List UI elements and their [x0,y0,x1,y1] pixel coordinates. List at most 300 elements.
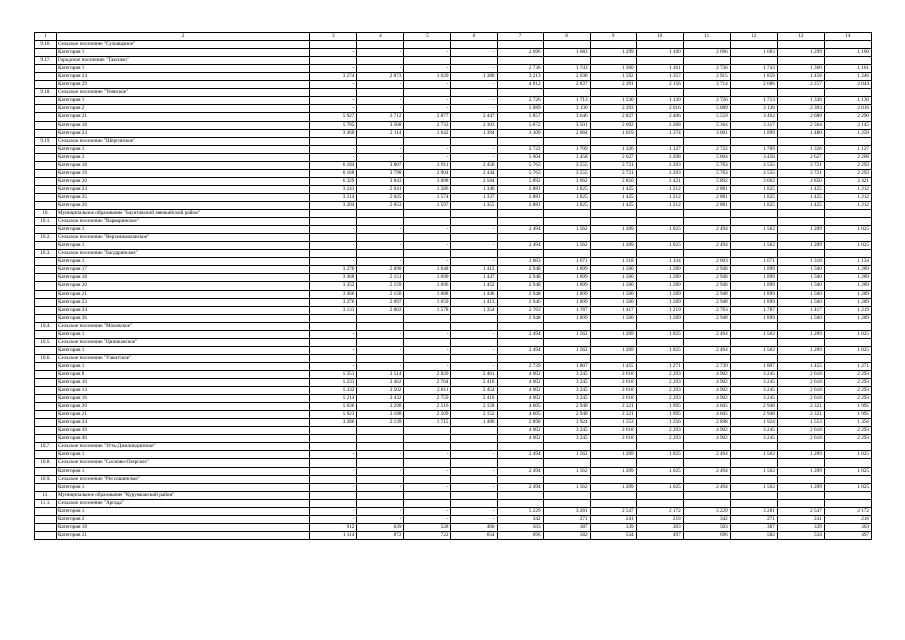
value-cell [730,57,777,65]
table-row [35,113,872,121]
value-cell: 1 271 [824,362,871,370]
row-number-cell [35,483,57,491]
value-cell: 3 213 [497,73,543,81]
value-cell [636,137,683,145]
value-cell [497,322,543,330]
value-cell: 2 172 [636,507,683,515]
row-number-cell: 11. [35,491,57,499]
value-cell: - [357,242,404,250]
value-cell [404,475,451,483]
row-number-cell [35,290,57,298]
row-number-cell: 10.3. [35,250,57,258]
value-cell: - [404,330,451,338]
value-cell: 2 904 [404,169,451,177]
value-cell: - [310,226,357,234]
row-number-cell: 10.1. [35,218,57,226]
value-cell [543,41,590,49]
value-cell [357,354,404,362]
value-cell: 5 763 [497,161,543,169]
value-cell [683,137,730,145]
value-cell: 1 212 [824,185,871,193]
value-cell: 2 850 [777,177,824,185]
value-cell [310,314,357,322]
value-cell: - [357,258,404,266]
value-cell: 2 321 [590,411,636,419]
value-cell [497,137,543,145]
value-cell [543,57,590,65]
value-cell: 1 787 [730,306,777,314]
value-cell [310,459,357,467]
value-cell: 3 281 [543,507,590,515]
table-row [35,290,872,298]
table-row [35,427,872,435]
value-cell [310,210,357,218]
row-number-cell [35,427,57,435]
table-header-row [35,33,872,41]
value-cell: - [357,49,404,57]
value-cell: 2 494 [497,330,543,338]
value-cell [451,250,497,258]
row-label-cell: Категория 21 [57,290,310,298]
value-cell: 3 555 [543,161,590,169]
value-cell: 1 446 [451,290,497,298]
value-cell: 3 245 [543,379,590,387]
value-cell: 2 722 [497,145,543,153]
value-cell: 5 214 [310,395,357,403]
value-cell: 1 500 [777,298,824,306]
table-row [35,129,872,137]
value-cell: 1 356 [824,419,871,427]
value-cell: 2 044 [824,81,871,89]
value-cell: 3 245 [730,435,777,443]
value-cell: 1 209 [777,330,824,338]
value-cell: - [451,330,497,338]
value-cell [497,210,543,218]
value-cell [824,41,871,49]
value-cell: 5 351 [310,370,357,378]
value-cell: 1 807 [543,362,590,370]
value-cell: 5 036 [310,403,357,411]
value-cell: 2 494 [683,242,730,250]
row-number-cell [35,105,57,113]
value-cell [636,443,683,451]
table-row [35,354,872,362]
row-label-cell: Сельское поселение "Варваринское" [57,218,310,226]
row-number-cell [35,97,57,105]
table-row [35,362,872,370]
row-number-cell [35,266,57,274]
value-cell: - [451,81,497,89]
value-cell [497,459,543,467]
value-cell: - [404,451,451,459]
value-cell: 3 943 [357,177,404,185]
row-number-cell [35,403,57,411]
value-cell: 3 662 [730,177,777,185]
value-cell: 3 712 [357,113,404,121]
value-cell [730,491,777,499]
value-cell: - [357,515,404,523]
value-cell: 1 899 [543,314,590,322]
value-cell: 2 721 [777,169,824,177]
value-cell: 2 898 [497,419,543,427]
value-cell: - [451,153,497,161]
value-cell: 2 447 [451,113,497,121]
value-cell [777,443,824,451]
value-cell: 1 025 [636,467,683,475]
header-cell: 1 [35,33,57,41]
value-cell [404,443,451,451]
value-cell: 2 444 [451,169,497,177]
value-cell: 1 025 [636,226,683,234]
value-cell: 3 130 [730,105,777,113]
value-cell: 3 131 [310,306,357,314]
value-cell: 3 245 [543,387,590,395]
value-cell: 1 743 [730,65,777,73]
value-cell [636,57,683,65]
value-cell [543,210,590,218]
value-cell: 3 514 [357,370,404,378]
value-cell: 1 289 [824,282,871,290]
table-row [35,242,872,250]
value-cell [497,218,543,226]
value-cell [824,499,871,507]
value-cell: 1 455 [590,362,636,370]
value-cell [404,338,451,346]
value-cell: 3 188 [357,411,404,419]
value-cell [683,89,730,97]
header-cell: 5 [404,33,451,41]
value-cell: 3 281 [730,507,777,515]
value-cell: - [310,81,357,89]
value-cell: 1 562 [543,483,590,491]
value-cell: 1 899 [730,282,777,290]
value-cell [310,137,357,145]
value-cell: 1 597 [404,201,451,209]
value-cell: 1 562 [730,467,777,475]
value-cell [636,210,683,218]
row-number-cell: 9.16. [35,41,57,49]
value-cell: 3 368 [310,274,357,282]
value-cell: - [451,515,497,523]
value-cell: 2 293 [636,379,683,387]
table-row [35,346,872,354]
value-cell: 528 [404,523,451,531]
value-cell [683,354,730,362]
value-cell: 3 555 [543,169,590,177]
value-cell: 2 293 [824,370,871,378]
value-cell [310,475,357,483]
value-cell: 582 [543,531,590,539]
value-cell: 1 743 [543,65,590,73]
value-cell: 2 293 [824,387,871,395]
value-cell [636,218,683,226]
value-cell: 2 686 [730,81,777,89]
row-number-cell [35,467,57,475]
value-cell: 1 212 [824,201,871,209]
table-row [35,403,872,411]
row-label-cell: Категория 1 [57,65,310,73]
row-label-cell: Сельское поселение "Ципиканское" [57,338,310,346]
value-cell [730,322,777,330]
value-cell [777,250,824,258]
value-cell: 654 [451,531,497,539]
value-cell: 1 246 [824,73,871,81]
value-cell: 1 899 [730,266,777,274]
value-cell: 1 578 [404,306,451,314]
table-row [35,298,872,306]
value-cell: 1 619 [590,129,636,137]
value-cell [777,57,824,65]
value-cell [824,475,871,483]
value-cell [357,41,404,49]
row-label-cell: Категория 1 [57,330,310,338]
value-cell: 1 025 [824,451,871,459]
value-cell [683,234,730,242]
value-cell [683,499,730,507]
value-cell: - [310,507,357,515]
value-cell: 1 289 [636,290,683,298]
value-cell [451,89,497,97]
row-label-cell: Муниципальное образование "Баунтовский эвенкийский район" [57,210,310,218]
value-cell: 5 892 [497,177,543,185]
row-label-cell: Категория 24 [57,185,310,193]
value-cell: 2 811 [404,387,451,395]
value-cell: 2 003 [357,306,404,314]
row-number-cell [35,419,57,427]
value-cell: 1 899 [543,298,590,306]
value-cell [451,137,497,145]
value-cell [683,210,730,218]
value-cell: 1 374 [636,129,683,137]
value-cell: 4 902 [683,379,730,387]
value-cell: - [357,81,404,89]
value-cell: 1 825 [543,201,590,209]
value-cell: 1 289 [824,290,871,298]
table-row [35,89,872,97]
value-cell: 1 447 [451,274,497,282]
value-cell: 1 642 [404,129,451,137]
value-cell [683,459,730,467]
value-cell: 339 [777,523,824,531]
value-cell: 2 564 [777,121,824,129]
row-label-cell: Категория 1 [57,145,310,153]
value-cell: 3 646 [543,113,590,121]
header-cell: 10 [636,33,683,41]
value-cell: 1 620 [404,73,451,81]
value-cell: 5 231 [310,379,357,387]
value-cell: - [451,242,497,250]
value-cell [357,210,404,218]
table-row [35,395,872,403]
table-row [35,41,872,49]
value-cell: 2 726 [683,97,730,105]
value-cell: 1 360 [777,65,824,73]
row-label-cell: Категория 1 [57,507,310,515]
value-cell: 5 089 [683,105,730,113]
row-label-cell: Категория 20 [57,177,310,185]
value-cell: 2 948 [543,411,590,419]
value-cell [310,250,357,258]
value-cell [310,435,357,443]
value-cell: 1 209 [777,467,824,475]
value-cell: - [451,362,497,370]
value-cell [730,250,777,258]
value-cell: 4 902 [497,435,543,443]
value-cell: 1 025 [824,346,871,354]
value-cell: 3 286 [310,419,357,427]
value-cell: 1 356 [636,419,683,427]
row-label-cell: Категория 2 [57,515,310,523]
value-cell [590,57,636,65]
value-cell [497,41,543,49]
value-cell: 1 659 [404,298,451,306]
value-cell: 1 025 [824,226,871,234]
value-cell [636,41,683,49]
table-row [35,266,872,274]
value-cell: 2 016 [636,105,683,113]
value-cell: 1 899 [543,282,590,290]
value-cell: 342 [683,515,730,523]
value-cell [824,250,871,258]
value-cell: 1 899 [730,314,777,322]
value-cell: 387 [730,523,777,531]
value-cell [590,459,636,467]
row-label-cell: Категория 19 [57,169,310,177]
value-cell: 3 204 [310,201,357,209]
value-cell: 2 084 [543,129,590,137]
value-cell: 1 500 [590,314,636,322]
value-cell: 4 902 [683,395,730,403]
value-cell: 2 416 [451,379,497,387]
table-row [35,306,872,314]
value-cell: 2 763 [497,306,543,314]
value-cell: 2 257 [777,81,824,89]
value-cell: 2 881 [497,193,543,201]
row-number-cell [35,129,57,137]
value-cell: 2 321 [777,403,824,411]
value-cell: 2 739 [683,362,730,370]
value-cell: 534 [590,531,636,539]
value-cell: 2 494 [683,346,730,354]
value-cell: 1 899 [543,266,590,274]
value-cell: - [404,346,451,354]
value-cell: 2 618 [777,370,824,378]
value-cell: 1 825 [543,185,590,193]
row-number-cell [35,282,57,290]
value-cell [636,234,683,242]
value-cell: 2 627 [777,153,824,161]
value-cell [451,443,497,451]
row-number-cell [35,306,57,314]
value-cell: 1 562 [730,330,777,338]
value-cell: 1 500 [777,266,824,274]
value-cell: - [451,105,497,113]
value-cell: 2 618 [590,387,636,395]
row-label-cell: Категория 1 [57,226,310,234]
value-cell: 1 899 [543,290,590,298]
value-cell: 1 562 [730,451,777,459]
value-cell: - [310,105,357,113]
value-cell: 2 139 [357,419,404,427]
value-cell [590,41,636,49]
value-cell [543,475,590,483]
value-cell: - [404,362,451,370]
value-cell [357,459,404,467]
value-cell: 2 208 [824,153,871,161]
value-cell: 3 662 [543,177,590,185]
table-row [35,250,872,258]
value-cell: - [404,467,451,475]
value-cell: - [310,145,357,153]
row-label-cell: Категория 21 [57,411,310,419]
value-cell: - [357,507,404,515]
value-cell: 4 902 [683,435,730,443]
value-cell: 1 709 [730,145,777,153]
value-cell [497,499,543,507]
value-cell: 639 [357,523,404,531]
value-cell [310,491,357,499]
value-cell [310,218,357,226]
value-cell [543,137,590,145]
value-cell: - [357,483,404,491]
value-cell [451,314,497,322]
value-cell: 2 948 [730,411,777,419]
table-row [35,210,872,218]
value-cell: 1 219 [636,306,683,314]
value-cell: 4 902 [683,370,730,378]
value-cell [497,443,543,451]
value-cell: 1 899 [730,290,777,298]
value-cell [357,475,404,483]
value-cell [590,322,636,330]
value-cell: 1 209 [777,226,824,234]
value-cell: - [404,49,451,57]
value-cell [543,491,590,499]
value-cell: 1 209 [590,467,636,475]
value-cell: 2 948 [497,282,543,290]
value-cell: 1 025 [636,242,683,250]
value-cell: 2 721 [590,169,636,177]
header-cell: 7 [497,33,543,41]
row-number-cell [35,362,57,370]
value-cell [404,314,451,322]
value-cell: 2 948 [497,314,543,322]
row-label-cell: Категория 23 [57,298,310,306]
value-cell: 2 736 [683,65,730,73]
table-row [35,137,872,145]
value-cell: 2 618 [777,379,824,387]
value-cell: 3 245 [543,435,590,443]
value-cell: 1 713 [730,97,777,105]
table-row [35,443,872,451]
row-number-cell [35,201,57,209]
value-cell: 2 293 [636,370,683,378]
value-cell: 3 432 [357,395,404,403]
value-cell: 1 134 [636,258,683,266]
value-cell: 2 898 [683,419,730,427]
table-row [35,73,872,81]
value-cell [451,41,497,49]
value-cell: 2 689 [777,113,824,121]
value-cell [824,459,871,467]
row-label-cell: Категория 21 [57,531,310,539]
value-cell: 5 927 [310,113,357,121]
value-cell: 2 877 [404,113,451,121]
value-cell: 2 547 [590,507,636,515]
row-number-cell [35,73,57,81]
value-cell: 5 089 [497,105,543,113]
table-row [35,411,872,419]
